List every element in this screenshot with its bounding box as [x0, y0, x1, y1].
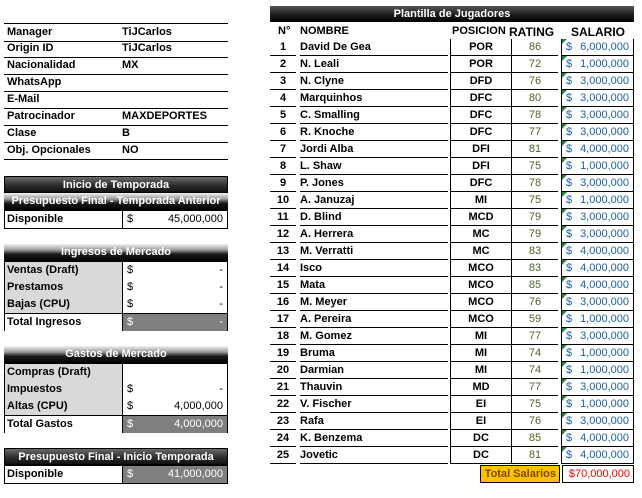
currency-symbol: $: [566, 245, 573, 257]
player-number: 18: [270, 328, 296, 345]
info-value: MAXDEPORTES: [122, 110, 207, 122]
player-position: DFD: [450, 73, 512, 90]
player-rating: 77: [512, 379, 558, 396]
player-row: [270, 39, 634, 56]
gastos-box: [4, 363, 228, 433]
player-rating: 72: [512, 56, 558, 73]
player-name: N. Clyne: [300, 73, 448, 90]
player-salary-cell: [561, 362, 634, 379]
player-rating: 78: [512, 175, 558, 192]
player-number: 6: [270, 124, 296, 141]
player-row: [270, 413, 634, 430]
total-gastos-value: 4,000,000: [174, 418, 223, 430]
player-position: MI: [450, 362, 512, 379]
currency-symbol: $: [566, 296, 573, 308]
player-row: [270, 294, 634, 311]
player-position: DFC: [450, 124, 512, 141]
currency-symbol: $: [566, 364, 573, 376]
player-row: [270, 362, 634, 379]
player-row: [270, 175, 634, 192]
ingresos-row: [5, 279, 227, 296]
player-name: Isco: [300, 260, 448, 277]
player-row: [270, 226, 634, 243]
player-number: 10: [270, 192, 296, 209]
gastos-row-value: 4,000,000: [174, 400, 223, 412]
player-salary-cell: [561, 379, 634, 396]
player-name: N. Leali: [300, 56, 448, 73]
player-salary-cell: [561, 277, 634, 294]
currency-symbol: $: [566, 262, 573, 274]
currency-symbol: $: [127, 418, 134, 430]
ingresos-row-value: -: [219, 298, 223, 310]
currency-symbol: $: [127, 468, 134, 480]
info-label: Origin ID: [7, 42, 54, 54]
player-row: [270, 243, 634, 260]
player-name: V. Fischer: [300, 396, 448, 413]
player-name: M. Meyer: [300, 294, 448, 311]
currency-symbol: $: [566, 211, 573, 223]
col-header-salary: SALARIO: [571, 25, 625, 39]
player-salary: 1,000,000: [580, 364, 629, 376]
player-rating: 74: [512, 345, 558, 362]
player-number: 22: [270, 396, 296, 413]
presupuesto-final-box: [4, 465, 228, 484]
player-row: [270, 379, 634, 396]
currency-symbol: $: [566, 194, 573, 206]
player-salary-cell: [561, 158, 634, 175]
player-name: R. Knoche: [300, 124, 448, 141]
player-row: [270, 141, 634, 158]
player-salary: 1,000,000: [580, 160, 629, 172]
currency-symbol: $: [566, 449, 573, 461]
player-row: [270, 209, 634, 226]
currency-symbol: $: [566, 126, 573, 138]
currency-symbol: $: [127, 213, 134, 225]
info-row: [4, 57, 228, 75]
player-salary: 1,000,000: [580, 313, 629, 325]
player-salary: 3,000,000: [580, 75, 629, 87]
player-position: MI: [450, 345, 512, 362]
player-position: MCD: [450, 209, 512, 226]
player-salary-cell: [561, 90, 634, 107]
player-salary-cell: [561, 243, 634, 260]
currency-symbol: $: [566, 398, 573, 410]
player-rating: 77: [512, 328, 558, 345]
player-number: 1: [270, 39, 296, 56]
player-salary-cell: [561, 56, 634, 73]
ingresos-box: [4, 261, 228, 331]
presupuesto-final-header: Presupuesto Final - Inicio Temporada: [4, 448, 228, 465]
player-salary-cell: [561, 447, 634, 464]
player-rating: 86: [512, 39, 558, 56]
currency-symbol: $: [566, 381, 573, 393]
player-name: M. Verratti: [300, 243, 448, 260]
player-salary: 3,000,000: [580, 415, 629, 427]
info-value: TiJCarlos: [122, 26, 172, 38]
player-salary: 1,000,000: [580, 398, 629, 410]
player-salary-cell: [561, 413, 634, 430]
player-salary-cell: [561, 226, 634, 243]
player-salary: 6,000,000: [580, 41, 629, 53]
info-value: MX: [122, 59, 139, 71]
currency-symbol: $: [566, 347, 573, 359]
player-position: DFC: [450, 90, 512, 107]
player-rating: 77: [512, 124, 558, 141]
player-salary: 3,000,000: [580, 296, 629, 308]
gastos-row: [5, 364, 227, 381]
currency-symbol: $: [566, 228, 573, 240]
player-rating: 81: [512, 447, 558, 464]
player-row: [270, 90, 634, 107]
player-salary: 4,000,000: [580, 449, 629, 461]
player-name: L. Shaw: [300, 158, 448, 175]
gastos-row-label: Altas (CPU): [5, 398, 123, 415]
player-salary: 3,000,000: [580, 330, 629, 342]
ingresos-header: Ingresos de Mercado: [4, 244, 228, 261]
player-salary-cell: [561, 175, 634, 192]
player-row: [270, 345, 634, 362]
player-row: [270, 107, 634, 124]
player-row: [270, 56, 634, 73]
player-row: [270, 260, 634, 277]
player-number: 20: [270, 362, 296, 379]
player-number: 14: [270, 260, 296, 277]
currency-symbol: $: [566, 177, 573, 189]
player-rating: 85: [512, 430, 558, 447]
player-number: 25: [270, 447, 296, 464]
player-position: MCO: [450, 294, 512, 311]
player-position: MI: [450, 328, 512, 345]
ingresos-row-value: -: [219, 264, 223, 276]
player-name: Bruma: [300, 345, 448, 362]
player-number: 16: [270, 294, 296, 311]
player-salary-cell: [561, 294, 634, 311]
player-salary: 3,000,000: [580, 228, 629, 240]
info-row: [4, 125, 228, 143]
player-salary-cell: [561, 430, 634, 447]
player-salary-cell: [561, 39, 634, 56]
player-salary: 4,000,000: [580, 245, 629, 257]
player-number: 2: [270, 56, 296, 73]
currency-symbol: $: [566, 75, 573, 87]
player-salary-cell: [561, 328, 634, 345]
info-label: E-Mail: [7, 93, 40, 105]
currency-symbol: $: [566, 432, 573, 444]
player-position: DFC: [450, 175, 512, 192]
ingresos-row-value: -: [219, 281, 223, 293]
player-rating: 83: [512, 243, 558, 260]
total-ingresos-label: Total Ingresos: [5, 314, 123, 331]
total-salarios-value: $70,000,000: [562, 465, 634, 483]
player-salary: 4,000,000: [580, 262, 629, 274]
currency-symbol: $: [566, 313, 573, 325]
gastos-row-value: -: [219, 383, 223, 395]
inicio-temporada-header: Inicio de Temporada: [4, 176, 228, 193]
player-rating: 79: [512, 209, 558, 226]
player-row: [270, 277, 634, 294]
player-rating: 83: [512, 260, 558, 277]
currency-symbol: $: [127, 264, 134, 276]
player-rating: 76: [512, 73, 558, 90]
info-row: [4, 108, 228, 126]
player-position: POR: [450, 39, 512, 56]
currency-symbol: $: [566, 109, 573, 121]
player-name: A. Pereira: [300, 311, 448, 328]
total-salarios-label: Total Salarios: [480, 465, 560, 483]
player-position: DFI: [450, 141, 512, 158]
player-number: 17: [270, 311, 296, 328]
info-value: B: [122, 127, 130, 139]
total-ingresos-cell: [123, 314, 227, 331]
presupuesto-anterior-header: Presupuesto Final - Temporada Anterior: [4, 193, 228, 210]
player-position: EI: [450, 396, 512, 413]
currency-symbol: $: [127, 281, 134, 293]
info-row: [4, 142, 228, 160]
ingresos-row-label: Bajas (CPU): [5, 296, 123, 313]
info-value: NO: [122, 144, 139, 156]
player-position: POR: [450, 56, 512, 73]
gastos-header: Gastos de Mercado: [4, 346, 228, 363]
total-ingresos-value: -: [219, 316, 223, 328]
player-rating: 59: [512, 311, 558, 328]
player-position: MC: [450, 226, 512, 243]
player-number: 5: [270, 107, 296, 124]
ingresos-row: [5, 262, 227, 279]
player-position: MI: [450, 192, 512, 209]
player-salary: 4,000,000: [580, 432, 629, 444]
player-row: [270, 73, 634, 90]
player-rating: 79: [512, 226, 558, 243]
player-salary: 3,000,000: [580, 177, 629, 189]
player-position: MCO: [450, 260, 512, 277]
player-number: 3: [270, 73, 296, 90]
player-salary: 3,000,000: [580, 109, 629, 121]
player-rating: 75: [512, 158, 558, 175]
player-name: C. Smalling: [300, 107, 448, 124]
player-number: 21: [270, 379, 296, 396]
player-salary-cell: [561, 396, 634, 413]
col-header-num: N°: [278, 25, 291, 37]
player-rating: 85: [512, 277, 558, 294]
player-salary: 1,000,000: [580, 58, 629, 70]
player-number: 13: [270, 243, 296, 260]
currency-symbol: $: [566, 160, 573, 172]
player-row: [270, 328, 634, 345]
disponible-value: 45,000,000: [167, 213, 223, 225]
col-header-pos: POSICION: [452, 25, 506, 37]
player-name: K. Benzema: [300, 430, 448, 447]
player-salary: 3,000,000: [580, 381, 629, 393]
player-salary: 4,000,000: [580, 143, 629, 155]
player-salary-cell: [561, 192, 634, 209]
player-row: [270, 396, 634, 413]
info-label: Patrocinador: [7, 110, 75, 122]
player-salary-cell: [561, 209, 634, 226]
disponible-label: Disponible: [5, 211, 123, 228]
plantilla-title: Plantilla de Jugadores: [270, 6, 634, 22]
currency-symbol: $: [566, 41, 573, 53]
player-row: [270, 430, 634, 447]
player-number: 9: [270, 175, 296, 192]
player-position: MCO: [450, 311, 512, 328]
player-name: Darmian: [300, 362, 448, 379]
disponible-final-value: 41,000,000: [167, 468, 223, 480]
player-salary-cell: [561, 141, 634, 158]
player-number: 15: [270, 277, 296, 294]
info-label: WhatsApp: [7, 76, 62, 88]
currency-symbol: $: [127, 316, 134, 328]
currency-symbol: $: [566, 415, 573, 427]
player-salary: 3,000,000: [580, 92, 629, 104]
player-rating: 81: [512, 141, 558, 158]
info-value: TiJCarlos: [122, 42, 172, 54]
disponible-final-label: Disponible: [5, 466, 123, 483]
player-number: 23: [270, 413, 296, 430]
player-salary-cell: [561, 107, 634, 124]
player-number: 12: [270, 226, 296, 243]
currency-symbol: $: [566, 92, 573, 104]
player-position: DC: [450, 447, 512, 464]
info-row: [4, 91, 228, 109]
player-row: [270, 447, 634, 464]
player-name: D. Blind: [300, 209, 448, 226]
player-rating: 76: [512, 294, 558, 311]
currency-symbol: $: [566, 58, 573, 70]
player-name: P. Jones: [300, 175, 448, 192]
player-salary: 3,000,000: [580, 126, 629, 138]
player-position: DFI: [450, 158, 512, 175]
info-label: Nacionalidad: [7, 59, 76, 71]
player-number: 8: [270, 158, 296, 175]
info-label: Obj. Opcionales: [7, 144, 91, 156]
player-name: Jordi Alba: [300, 141, 448, 158]
player-name: A. Herrera: [300, 226, 448, 243]
currency-symbol: $: [127, 298, 134, 310]
player-rating: 80: [512, 90, 558, 107]
player-position: DFC: [450, 107, 512, 124]
player-salary-cell: [561, 345, 634, 362]
player-position: EI: [450, 413, 512, 430]
currency-symbol: $: [566, 330, 573, 342]
player-row: [270, 158, 634, 175]
player-name: A. Januzaj: [300, 192, 448, 209]
currency-symbol: $: [127, 383, 134, 395]
player-number: 7: [270, 141, 296, 158]
player-salary: 1,000,000: [580, 347, 629, 359]
player-number: 11: [270, 209, 296, 226]
player-number: 19: [270, 345, 296, 362]
currency-symbol: $: [566, 143, 573, 155]
player-number: 24: [270, 430, 296, 447]
total-gastos-label: Total Gastos: [5, 416, 123, 433]
info-row: [4, 40, 228, 58]
col-header-name: NOMBRE: [300, 25, 349, 37]
player-salary-cell: [561, 311, 634, 328]
ingresos-row: [5, 296, 227, 313]
player-row: [270, 311, 634, 328]
player-rating: 75: [512, 192, 558, 209]
player-name: Marquinhos: [300, 90, 448, 107]
player-row: [270, 192, 634, 209]
player-name: Jovetic: [300, 447, 448, 464]
player-salary-cell: [561, 73, 634, 90]
player-salary-cell: [561, 124, 634, 141]
ingresos-row-label: Prestamos: [5, 279, 123, 296]
ingresos-row-label: Ventas (Draft): [5, 262, 123, 279]
gastos-row-label: Impuestos: [5, 381, 123, 398]
currency-symbol: $: [566, 279, 573, 291]
player-salary: 4,000,000: [580, 279, 629, 291]
gastos-row: [5, 398, 227, 415]
player-row: [270, 124, 634, 141]
player-name: Mata: [300, 277, 448, 294]
player-name: Thauvin: [300, 379, 448, 396]
player-rating: 78: [512, 107, 558, 124]
info-label: Manager: [7, 26, 53, 38]
player-number: 4: [270, 90, 296, 107]
player-name: M. Gomez: [300, 328, 448, 345]
player-salary: 3,000,000: [580, 211, 629, 223]
player-rating: 74: [512, 362, 558, 379]
player-position: DC: [450, 430, 512, 447]
player-position: MC: [450, 243, 512, 260]
player-rating: 76: [512, 413, 558, 430]
disponible-inicial-box: [4, 210, 228, 229]
player-salary: 1,000,000: [580, 194, 629, 206]
player-rating: 75: [512, 396, 558, 413]
player-position: MCO: [450, 277, 512, 294]
info-label: Clase: [7, 127, 37, 139]
info-row: [4, 74, 228, 92]
gastos-row: [5, 381, 227, 398]
currency-symbol: $: [127, 400, 134, 412]
player-position: MD: [450, 379, 512, 396]
player-name: David De Gea: [300, 39, 448, 56]
gastos-row-label: Compras (Draft): [5, 364, 123, 381]
player-name: Rafa: [300, 413, 448, 430]
col-header-rating: RATING: [509, 25, 555, 39]
player-salary-cell: [561, 260, 634, 277]
